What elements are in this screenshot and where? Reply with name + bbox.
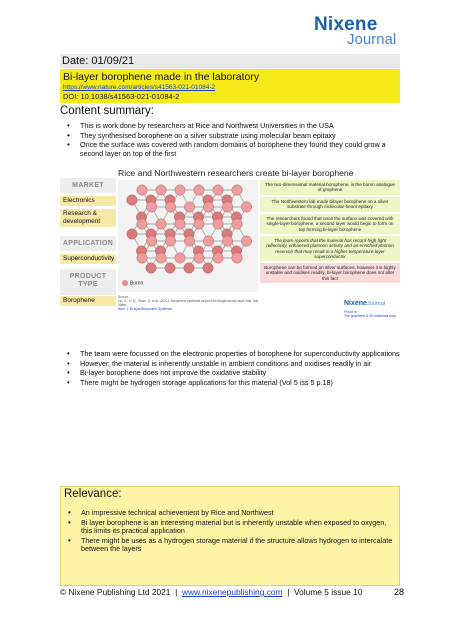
mini-logo-journal: Journal: [366, 301, 386, 307]
article-header: [60, 69, 400, 103]
source-web-link[interactable]: Web: 1. Bi-layer/Borophene-Synthesis: [118, 307, 172, 311]
boron-atom: [184, 236, 194, 246]
boron-atom: [137, 253, 147, 263]
nixene-journal-logo: [300, 14, 410, 50]
mini-nixene-logo: [344, 292, 396, 318]
source-citation: Liu, X., Li, Q., Ruan, Q. et al. (2021). Borophene synthesis beyond the single-atomic-layer limit. Nat. Mater.: [118, 299, 259, 307]
borophene-structure-image: [118, 180, 258, 292]
boron-atom: [137, 219, 147, 229]
article-url-link[interactable]: https://www.nature.com/articles/s41563-021-01084-2: [63, 84, 216, 91]
relevance-list: [61, 509, 399, 554]
boron-atom: [203, 202, 213, 212]
boron-atom: [137, 185, 147, 195]
boron-atom: [203, 263, 213, 273]
figure-title: Rice and Northwestern researchers create bi-layer borophene: [118, 168, 354, 178]
note-4: The team reports that the material has record-high light reflectivity, enhanced plasmon activity and an enriched phonon reservoir that may result in a higher-temperature layer superconductor: [260, 236, 400, 261]
boron-atom: [146, 202, 156, 212]
list-item: • The team were focussed on the electronic properties of borophene for superconductivity applications: [60, 350, 400, 359]
footer-volume: Volume 5 issue 10: [294, 587, 363, 597]
mini-logo-caption: Find it in: [344, 310, 357, 314]
boron-atom: [213, 253, 223, 263]
boron-atom: [241, 236, 251, 246]
list-item: • Bi-layer borophene does not improve the oxidative stability: [60, 369, 400, 378]
page-number: 28: [394, 587, 405, 597]
list-item: • An impressive technical achievement by Rice and Northwest: [61, 509, 399, 518]
page-footer: [60, 587, 420, 597]
mini-logo-nixene: Nixene: [344, 300, 367, 307]
boron-atom: [213, 185, 223, 195]
infographic-figure: [60, 168, 400, 328]
application-item-superconductivity: Superconductivity: [60, 254, 116, 264]
boron-atom: [175, 185, 185, 195]
list-item: • There might be hydrogen storage applications for this material (Vol 5 iss 5 p.18): [60, 379, 400, 388]
footer-separator: |: [287, 587, 290, 597]
boron-atom: [156, 253, 166, 263]
relevance-heading: Relevance:: [64, 488, 122, 500]
list-item: • They synthesised borophene on a silver substrate using molecular beam epitaxy: [60, 132, 400, 141]
boron-atom: [241, 202, 251, 212]
boron-atom-icon: [122, 280, 128, 286]
note-1: The two-dimensional material borophene, is the boron analogue of graphene: [260, 180, 400, 195]
product-item-borophene: Borophene: [60, 296, 116, 306]
logo-nixene: Nixene: [314, 14, 378, 35]
boron-atom: [194, 185, 204, 195]
boron-atom: [203, 236, 213, 246]
market-item-rnd: Research & development: [60, 209, 116, 227]
product-type-label: PRODUCT TYPE: [60, 269, 116, 295]
article-doi: DOI: 10.1038/s41563-021-01084-2: [63, 92, 180, 101]
boron-atom: [184, 263, 194, 273]
boron-atom: [194, 219, 204, 229]
footer-website-link[interactable]: www.nixenepublishing.com: [181, 587, 283, 597]
market-label: MARKET: [60, 178, 116, 193]
boron-atom: [232, 219, 242, 229]
boron-atom: [127, 195, 137, 205]
boron-atom: [127, 229, 137, 239]
bilayer-lattice-illustration: [118, 180, 258, 292]
boron-atom: [156, 185, 166, 195]
note-2: The Northwestern lab made bilayer borophene on a silver substrate through molecular-beam epitaxy: [260, 197, 400, 212]
list-item: • However, the material is inherently unstable in ambient conditions and oxidises readily in air: [60, 360, 400, 369]
boron-atom: [184, 202, 194, 212]
market-item-electronics: Electronics: [60, 196, 116, 206]
boron-atom: [232, 185, 242, 195]
findings-list: [60, 350, 400, 388]
boron-atom: [165, 202, 175, 212]
boron-atom: [175, 219, 185, 229]
legend-boron-label: Boron: [130, 280, 144, 287]
boron-atom: [232, 253, 242, 263]
footer-copyright: © Nixene Publishing Ltd 2021: [60, 587, 171, 597]
list-item: • There might be uses as a hydrogen storage material if the structure allows hydrogen to intercalate between the layers: [61, 537, 399, 554]
application-label: APPLICATION: [60, 236, 116, 251]
note-3: The researchers found that once the surface was covered with single-layer borophene, a second layer would begin to form on top forming bi-layer borophene: [260, 214, 400, 234]
mini-logo-map-link[interactable]: The graphene & 2D materials map: [344, 314, 396, 318]
boron-atom: [146, 263, 156, 273]
list-item: • Once the surface was covered with random domains of borophene they found they could grow a second layer on top of the first: [60, 141, 400, 158]
relevance-box: [60, 486, 400, 586]
list-item: • Bi layer borophene is an interesting material but is inherently unstable when exposed to oxygen, this limits its practical application: [61, 519, 399, 536]
note-5: Borophene can be formed on silver surfaces, however it is highly unstable and oxidises readily, bi-layer borophene does not alter this fact: [260, 263, 400, 283]
boron-atom: [194, 253, 204, 263]
boron-atom: [222, 202, 232, 212]
boron-atom: [156, 219, 166, 229]
boron-atom: [222, 236, 232, 246]
date-line: Date: 01/09/21: [60, 54, 400, 68]
boron-atom: [146, 236, 156, 246]
article-title: Bi-layer borophene made in the laboratory: [63, 71, 260, 83]
footer-separator: |: [175, 587, 178, 597]
content-summary-heading: Content summary:: [60, 105, 154, 117]
summary-list: [60, 122, 400, 159]
boron-atom: [165, 263, 175, 273]
list-item: • This is work done by researchers at Rice and Northwest Universities in the USA: [60, 122, 400, 131]
boron-atom: [213, 219, 223, 229]
boron-atom: [175, 253, 185, 263]
legend-boron: [122, 280, 143, 286]
logo-journal: Journal: [347, 31, 397, 48]
source-label: Source:: [118, 295, 129, 299]
figure-source: [118, 295, 268, 311]
boron-atom: [165, 236, 175, 246]
